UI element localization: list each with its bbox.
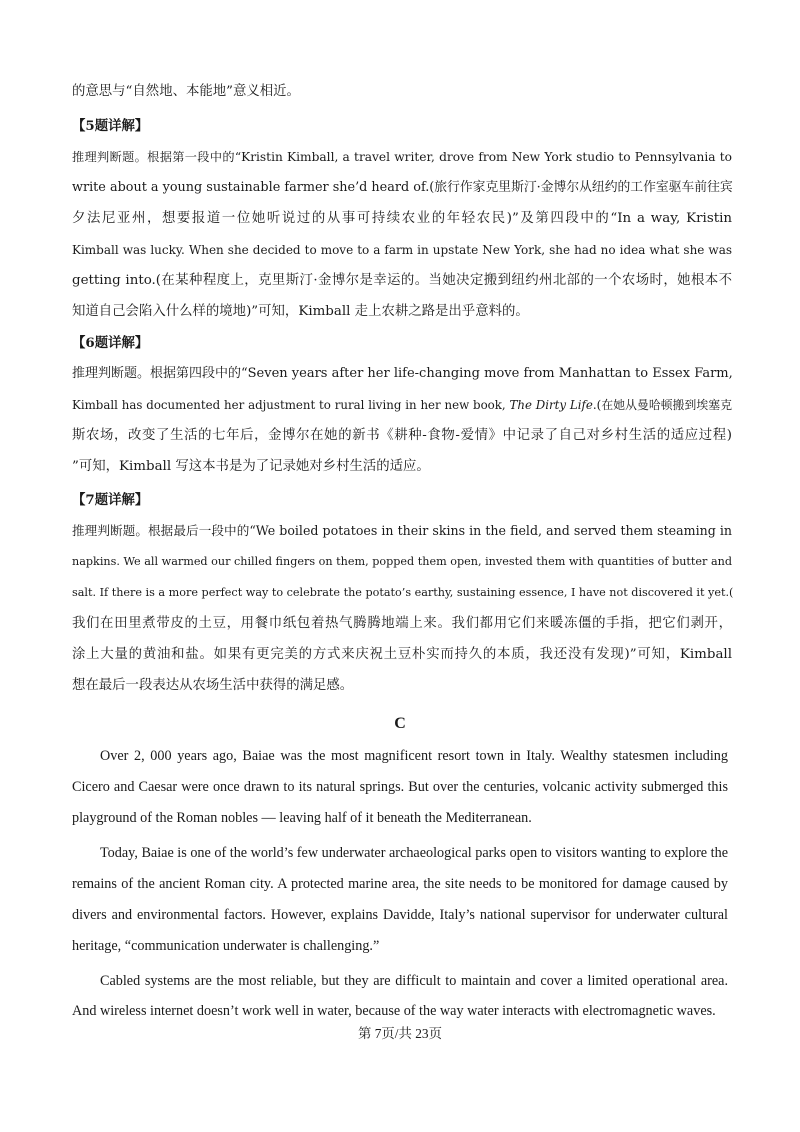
q5-line-5: getting into.(在某种程度上，克里斯汀·金博尔是幸运的。当她决定搬到纽约州北部的一个农场时，她根本不 (72, 273, 732, 288)
c-p3-line-2: And wireless internet doesn’t work well in water, because of the way water interacts with electromagnetic waves. (72, 1003, 716, 1019)
q5-line-4: Kimball was lucky. When she decided to move to a farm in upstate New York, she had no idea what she was (72, 243, 732, 257)
q7-heading: 【7题详解】 (72, 492, 149, 508)
q7-line-5: 涂上大量的黄油和盐。如果有更完美的方式来庆祝土豆朴实而持久的本质，我还没有发现)”可知，Kimball (72, 647, 732, 662)
q7-line-2: napkins. We all warmed our chilled fingers on them, popped them open, invested them with quantities of butter and (72, 555, 732, 568)
c-p2-line-1: Today, Baiae is one of the world’s few underwater archaeological parks open to visitors wanting to explore the (100, 845, 728, 861)
q6-heading: 【6题详解】 (72, 335, 149, 351)
c-p1-line-1: Over 2, 000 years ago, Baiae was the most magnificent resort town in Italy. Wealthy statesmen including (100, 748, 728, 764)
q6-line-2 (72, 395, 732, 415)
text-line: 的意思与“自然地、本能地”意义相近。 (72, 84, 300, 99)
page-number: 第 7页/共 23页 (357, 1026, 443, 1041)
c-p2-line-3: divers and environmental factors. However, explains Davidde, Italy’s national supervisor for underwater cultural (72, 907, 728, 923)
section-c-title: C (394, 715, 406, 732)
book-title: The Dirty Life (509, 398, 593, 412)
q6-line-4: ”可知，Kimball 写这本书是为了记录她对乡村生活的适应。 (72, 459, 430, 474)
c-p1-line-3: playground of the Roman nobles — leaving half of it beneath the Mediterranean. (72, 810, 532, 826)
q6-line-1: 推理判断题。根据第四段中的“Seven years after her life-changing move from Manhattan to Essex Farm, (72, 366, 733, 381)
q6-line-2-pre: Kimball has documented her adjustment to rural living in her new book, (72, 398, 510, 412)
q5-line-1: 推理判断题。根据第一段中的“Kristin Kimball, a travel writer, drove from New York studio to Pennsylvania to (72, 150, 732, 164)
q7-line-6: 想在最后一段表达从农场生活中获得的满足感。 (72, 678, 354, 693)
q7-line-1: 推理判断题。根据最后一段中的“We boiled potatoes in their skins in the field, and served them steaming in (72, 523, 732, 538)
q5-heading: 【5题详解】 (72, 118, 149, 134)
c-p2-line-2: remains of the ancient Roman city. A protected marine area, the site needs to be monitored for damage caused by (72, 876, 728, 892)
c-p3-line-1: Cabled systems are the most reliable, but they are difficult to maintain and cover a limited operational area. (100, 973, 728, 989)
q6-line-2-post: .(在她从曼哈顿搬到埃塞克 (592, 398, 732, 412)
q5-line-6: 知道自己会陷入什么样的境地)”可知，Kimball 走上农耕之路是出乎意料的。 (72, 304, 529, 319)
c-p2-line-4: heritage, “communication underwater is challenging.” (72, 938, 380, 954)
q7-line-4: 我们在田里煮带皮的土豆，用餐巾纸包着热气腾腾地端上来。我们都用它们来暖冻僵的手指，把它们剥开， (72, 616, 732, 631)
q5-line-3: 夕法尼亚州，想要报道一位她听说过的从事可持续农业的年轻农民)”及第四段中的“In a way, Kristin (72, 211, 732, 226)
c-p1-line-2: Cicero and Caesar were once drawn to its natural springs. But over the centuries, volcanic activity submerged this (72, 779, 728, 795)
q6-line-3: 斯农场，改变了生活的七年后，金博尔在她的新书《耕种-食物-爱情》中记录了自己对乡村生活的适应过程) (72, 428, 732, 443)
q5-line-2: write about a young sustainable farmer she’d heard of.(旅行作家克里斯汀·金博尔从纽约的工作室驱车前往宾 (72, 180, 733, 195)
q7-line-3: salt. If there is a more perfect way to celebrate the potato’s earthy, sustaining essence, I have not discovered it yet.( (72, 586, 734, 599)
